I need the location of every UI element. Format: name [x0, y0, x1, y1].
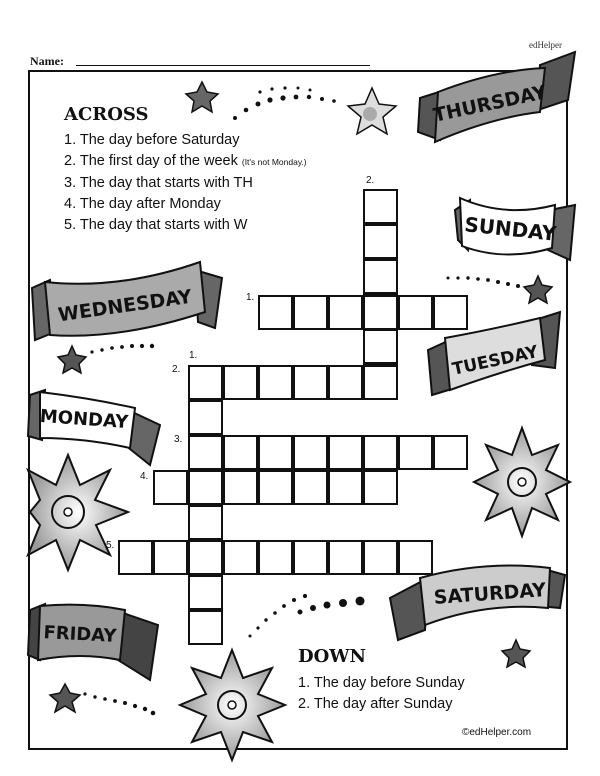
across-heading: ACROSS: [64, 104, 149, 125]
crossword-cell[interactable]: [258, 470, 293, 505]
crossword-cell[interactable]: [223, 470, 258, 505]
crossword-cell[interactable]: [118, 540, 153, 575]
star-icon: [186, 82, 218, 112]
crossword-cell[interactable]: [188, 540, 223, 575]
clue-number: 5.: [106, 540, 115, 551]
crossword-cell[interactable]: [363, 540, 398, 575]
crossword-cell[interactable]: [293, 435, 328, 470]
thursday-banner-text: THURSDAY: [431, 81, 549, 127]
crossword-cell[interactable]: [328, 540, 363, 575]
crossword-cell[interactable]: [258, 365, 293, 400]
star-icon: [50, 684, 80, 712]
wednesday-banner: [32, 262, 222, 340]
sunday-banner: [455, 198, 575, 260]
crossword-cell[interactable]: [188, 610, 223, 645]
crossword-cell[interactable]: [223, 435, 258, 470]
crossword-cell[interactable]: [398, 435, 433, 470]
crossword-cell[interactable]: [293, 470, 328, 505]
crossword-cell[interactable]: [433, 295, 468, 330]
across-clue: 5. The day that starts with W: [64, 217, 248, 233]
clue-number: 1.: [189, 350, 198, 361]
down-clue-list: [298, 673, 465, 715]
crossword-cell[interactable]: [223, 365, 258, 400]
across-clue-list: [64, 130, 307, 236]
star-icon: [524, 276, 552, 303]
crossword-cell[interactable]: [293, 365, 328, 400]
crossword-cell[interactable]: [398, 295, 433, 330]
saturday-banner: [390, 566, 565, 640]
crossword-cell[interactable]: [188, 400, 223, 435]
monday-banner: [28, 390, 160, 465]
crossword-cell[interactable]: [258, 295, 293, 330]
crossword-cell[interactable]: [363, 295, 398, 330]
copyright: ©edHelper.com: [462, 727, 532, 738]
crossword-cell[interactable]: [433, 435, 468, 470]
crossword-cell[interactable]: [188, 470, 223, 505]
crossword-cell[interactable]: [363, 435, 398, 470]
crossword-cell[interactable]: [398, 540, 433, 575]
crossword-cell[interactable]: [363, 189, 398, 224]
saturday-banner-text: SATURDAY: [433, 579, 547, 609]
clue-note: (It's not Monday.): [241, 157, 307, 167]
crossword-cell[interactable]: [363, 329, 398, 364]
brand-label: edHelper: [529, 40, 562, 50]
crossword-cell[interactable]: [188, 435, 223, 470]
crossword-cell[interactable]: [293, 295, 328, 330]
friday-banner: [28, 604, 158, 680]
crossword-cell[interactable]: [328, 295, 363, 330]
across-clue: 2. The first day of the week (It's not Monday.): [64, 153, 307, 169]
across-clue: 3. The day that starts with TH: [64, 175, 253, 191]
crossword-cell[interactable]: [293, 540, 328, 575]
crossword-cell[interactable]: [223, 540, 258, 575]
crossword-cell[interactable]: [363, 365, 398, 400]
friday-banner-text: FRIDAY: [42, 622, 117, 647]
sunday-banner-text: SUNDAY: [463, 212, 558, 246]
crossword-cell[interactable]: [328, 435, 363, 470]
crossword-cell[interactable]: [188, 505, 223, 540]
clue-number: 2.: [366, 175, 375, 186]
star-icon: [502, 640, 530, 667]
crossword-cell[interactable]: [153, 470, 188, 505]
clue-number: 2.: [172, 364, 181, 375]
down-heading: DOWN: [298, 646, 366, 667]
across-clue: 4. The day after Monday: [64, 196, 221, 212]
across-clue: 1. The day before Saturday: [64, 132, 240, 148]
crossword-cell[interactable]: [153, 540, 188, 575]
tuesday-banner-text: TUESDAY: [450, 342, 540, 380]
crossword-cell[interactable]: [258, 540, 293, 575]
crossword-cell[interactable]: [188, 575, 223, 610]
starburst-left: [28, 455, 128, 570]
name-label: Name:: [30, 54, 64, 68]
clue-number: 1.: [246, 292, 255, 303]
down-clue: 1. The day before Sunday: [298, 675, 465, 691]
clue-number: 3.: [174, 434, 183, 445]
monday-banner-text: MONDAY: [39, 405, 129, 434]
crossword-cell[interactable]: [363, 259, 398, 294]
down-clue: 2. The day after Sunday: [298, 696, 453, 712]
clue-number: 4.: [140, 471, 149, 482]
crossword-cell[interactable]: [328, 365, 363, 400]
crossword-cell[interactable]: [188, 365, 223, 400]
starburst-bottom: [180, 650, 285, 760]
star-icon: [58, 346, 86, 373]
crossword-cell[interactable]: [328, 470, 363, 505]
crossword-cell[interactable]: [258, 435, 293, 470]
wednesday-banner-text: WEDNESDAY: [56, 285, 194, 327]
crossword-cell[interactable]: [363, 470, 398, 505]
crossword-cell[interactable]: [363, 224, 398, 259]
starburst-right: [474, 428, 570, 536]
thursday-banner: [418, 52, 575, 142]
